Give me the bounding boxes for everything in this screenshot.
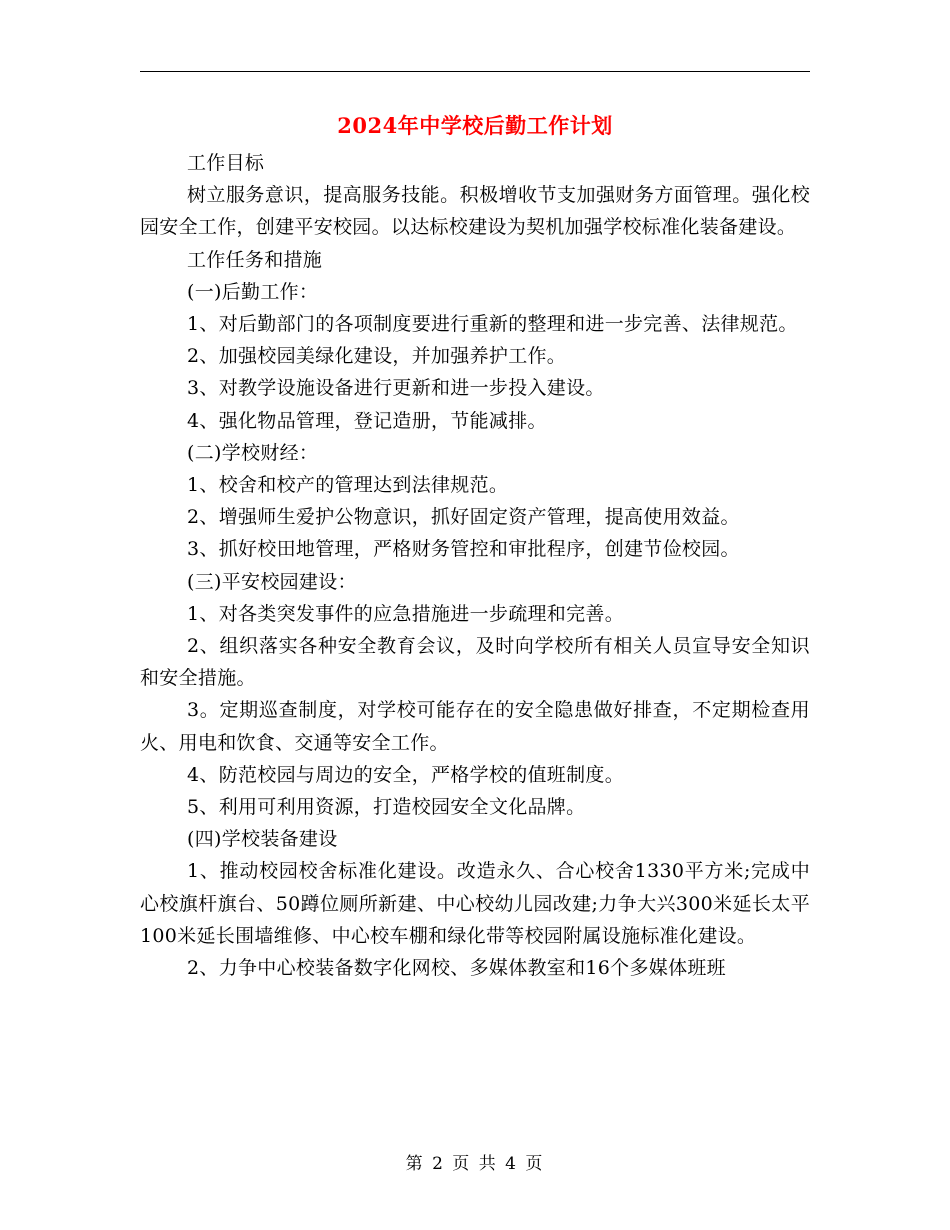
document-title: 2024年中学校后勤工作计划: [337, 113, 613, 138]
paragraph: 1、对后勤部门的各项制度要进行重新的整理和进一步完善、法律规范。: [187, 313, 798, 336]
paragraph: 工作目标: [187, 152, 265, 174]
paragraph: 3、对教学设施设备进行更新和进一步投入建设。: [187, 377, 605, 400]
paragraph: 2、增强师生爱护公物意识，抓好固定资产管理，提高使用效益。: [187, 506, 740, 529]
paragraph: 2、加强校园美绿化建设，并加强养护工作。: [187, 345, 567, 368]
paragraph: 3、抓好校田地管理，严格财务管控和审批程序，创建节俭校园。: [187, 538, 740, 561]
paragraph: 2、组织落实各种安全教育会议，及时向学校所有相关人员宣导安全知识和安全措施。: [140, 635, 810, 690]
paragraph: 1、对各类突发事件的应急措施进一步疏理和完善。: [187, 602, 624, 625]
page-number-footer: 第 2 页 共 4 页: [405, 1154, 545, 1174]
paragraph: (四)学校装备建设: [187, 828, 338, 851]
paragraph: 2、力争中心校装备数字化网校、多媒体教室和16个多媒体班班: [187, 957, 726, 980]
paragraph: 1、校舍和校产的管理达到法律规范。: [187, 474, 509, 497]
header-rule: [140, 71, 810, 72]
document-body: [140, 147, 810, 984]
paragraph: 5、利用可利用资源，打造校园安全文化品牌。: [187, 796, 586, 819]
paragraph: 4、强化物品管理，登记造册，节能减排。: [187, 409, 547, 432]
paragraph: 3。定期巡查制度，对学校可能存在的安全隐患做好排查，不定期检查用火、用电和饮食、交通等安全工作。: [140, 699, 810, 754]
paragraph: 4、防范校园与周边的安全，严格学校的值班制度。: [187, 763, 624, 786]
paragraph: (三)平安校园建设：: [187, 570, 357, 593]
paragraph: 1、推动校园校舍标准化建设。改造永久、合心校舍1330平方米;完成中心校旗杆旗台、50蹲位厕所新建、中心校幼儿园改建;力争大兴300米延长太平100米延长围墙维修、中心校车棚和绿化带等校园附属设施标准化建设。: [140, 860, 810, 947]
paragraph: 树立服务意识，提高服务技能。积极增收节支加强财务方面管理。强化校园安全工作，创建平安校园。以达标校建设为契机加强学校标准化装备建设。: [140, 184, 810, 239]
paragraph: (一)后勤工作：: [187, 280, 319, 303]
paragraph: 工作任务和措施: [187, 248, 323, 271]
paragraph: (二)学校财经：: [187, 441, 319, 464]
